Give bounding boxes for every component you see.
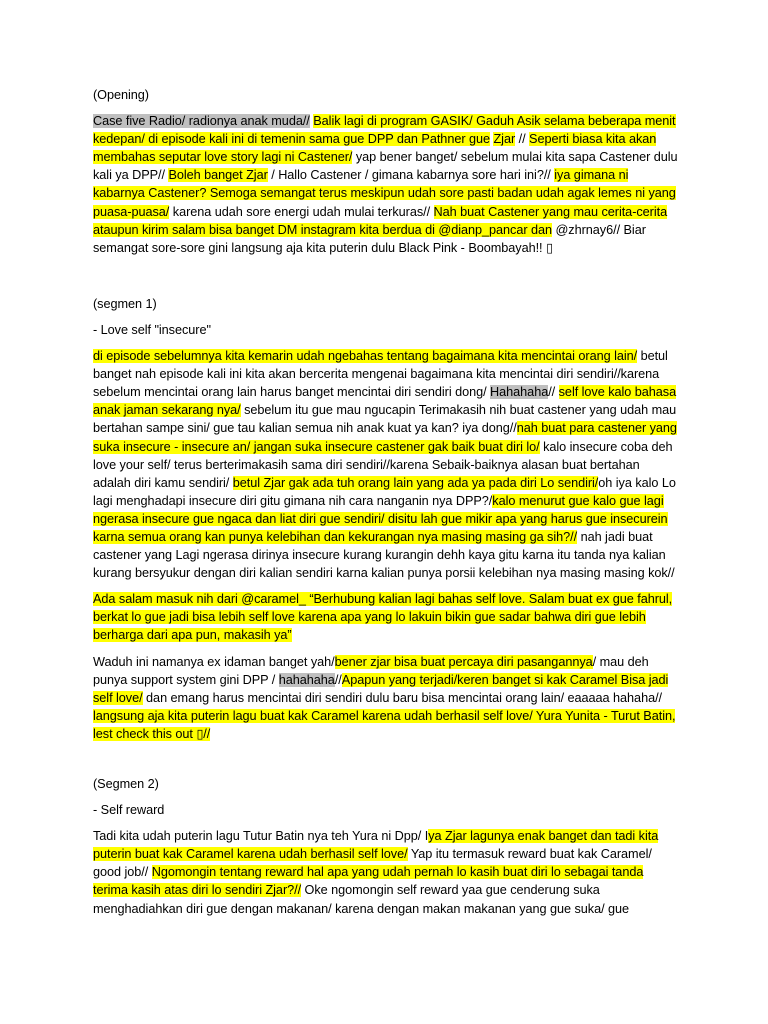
segment-2-heading	[93, 775, 680, 793]
highlighted-text: Nah buat Castener yang mau cerita-cerita ataupun kirim salam bisa banget DM instagram kita berdua di @dianp_pancar dan	[93, 204, 668, 237]
text-run: / Hallo Castener / gimana kabarnya sore hari ini?//	[267, 168, 555, 183]
text-run: - Self reward	[93, 803, 165, 818]
segment-1-closing	[93, 653, 680, 743]
highlighted-text: langsung aja kita puterin lagu buat kak Caramel karena udah berhasil self love/ Yura Yunita - Turut Batin, lest check this out ▯//	[93, 708, 676, 741]
opening-heading	[93, 86, 680, 104]
highlighted-text: Zjar	[493, 132, 516, 147]
text-run: karena udah sore energi udah mulai terkuras//	[169, 204, 434, 219]
text-run: @zhrnay6// Biar semangat sore-sore gini langsung aja kita puterin dulu Black Pink - Boombayah!! ▯	[93, 222, 646, 255]
highlighted-text: self love kalo bahasa anak jaman sekarang nya/	[93, 385, 677, 418]
text-run: //	[334, 672, 342, 687]
text-run: nah jadi buat castener yang Lagi ngerasa dirinya insecure kurang kurangin dehh kaya gitu karna itu tanda nya kalian kurang bersyukur dengan diri kalian sendiri karna kalian punya porsii kelebihan nya masing masing kok//	[93, 529, 675, 581]
opening-body	[93, 112, 680, 257]
segment-1-heading	[93, 295, 680, 313]
text-run: (Opening)	[93, 88, 149, 102]
highlighted-text: Seperti biasa kita akan membahas seputar love story lagi ni Castener/	[93, 132, 657, 165]
gray-highlighted-text: Hahahaha	[490, 385, 549, 400]
text-run: Tadi kita udah puterin lagu Tutur Batin nya teh Yura ni Dpp/ I	[93, 829, 429, 844]
text-run: (Segmen 2)	[93, 777, 159, 791]
segment-1-body	[93, 347, 680, 582]
text-run: //	[548, 385, 559, 400]
text-run: sebelum itu gue mau ngucapin Terimakasih nih buat castener yang udah mau bertahan sampe sini/ gue tau kalian semua nih anak kuat ya kan? iya dong//	[93, 403, 677, 436]
text-run: (segmen 1)	[93, 296, 157, 311]
highlighted-text: Boleh banget Zjar	[168, 168, 268, 183]
highlighted-text: iya gimana ni kabarnya Castener? Semoga semangat terus meskipun udah sore pasti badan udah agak lemes ni yang puasa-puasa/	[93, 168, 676, 219]
segment-1-listener-greeting	[93, 590, 680, 644]
text-run: - Love self "insecure"	[93, 322, 211, 337]
highlighted-text: Ada salam masuk nih dari @caramel_ “Berhubung kalian lagi bahas self love. Salam buat ex gue fahrul, berkat lo gue jadi bisa lebih self love karena apa yang lo lakuin bikin gue sadar bahwa diri gue lebih berharga dari apa pun, makasih ya”	[93, 592, 673, 643]
segment-1-topic	[93, 321, 680, 339]
segment-2-topic	[93, 801, 680, 819]
text-run: yap bener banget/ sebelum mulai kita sapa Castener dulu kali ya DPP//	[93, 150, 678, 183]
highlighted-text: kalo menurut gue kalo gue lagi ngerasa insecure gue ngaca dan liat diri gue sendiri/ disitu lah gue mikir apa yang harus gue insecurein karna semua orang kan punya kelebihan dan kekurangan nya masing masing ga sih?//	[93, 493, 668, 544]
highlighted-text: ya Zjar lagunya enak banget dan tadi kita puterin buat kak Caramel karena udah berhasil self love/	[93, 829, 659, 862]
highlighted-text: betul Zjar gak ada tuh orang lain yang ada ya pada diri Lo sendiri/	[232, 475, 599, 490]
text-run: / mau deh punya support system gini DPP /	[93, 654, 649, 687]
highlighted-text: Apapun yang terjadi/keren banget si kak Caramel Bisa jadi self love/	[93, 672, 669, 705]
gray-highlighted-text: Case five Radio/ radionya anak muda//	[93, 114, 310, 129]
highlighted-text: di episode sebelumnya kita kemarin udah ngebahas tentang bagaimana kita mencintai orang lain/	[93, 349, 638, 364]
text-run: Oke ngomongin self reward yaa gue cenderung suka menghadiahkan diri gue dengan makanan/ karena dengan makan makanan yang gue suka/ gue	[93, 883, 630, 916]
text-run: dan emang harus mencintai diri sendiri dulu baru bisa mencintai orang lain/ eaaaaa hahaha//	[142, 690, 663, 705]
text-run: Yap itu termasuk reward buat kak Caramel/ good job//	[93, 847, 652, 880]
highlighted-text: nah buat para castener yang suka insecure - insecure an/ jangan suka insecure castener gak baik buat diri lo/	[93, 421, 677, 454]
highlighted-text: Balik lagi di program GASIK/ Gaduh Asik selama beberapa menit kedepan/ di episode kali ini di temenin sama gue DPP dan Pathner gue	[93, 114, 676, 147]
gray-highlighted-text: hahahaha	[278, 672, 335, 687]
text-run: Waduh ini namanya ex idaman banget yah/	[93, 654, 335, 669]
segment-2-body	[93, 827, 680, 917]
text-run: //	[515, 132, 530, 147]
text-run: oh iya kalo Lo lagi menghadapi insecure diri gitu gimana nih cara nanganin nya DPP?/	[93, 475, 676, 508]
highlighted-text: bener zjar bisa buat percaya diri pasangannya	[334, 654, 593, 669]
highlighted-text: Ngomongin tentang reward hal apa yang udah pernah lo kasih buat diri lo sebagai tanda terima kasih atas diri lo sendiri Zjar?//	[93, 865, 644, 898]
text-run: kalo insecure coba deh love your self/ terus berterimakasih sama diri sendiri//karena Sebaik-baiknya alasan buat bertahan adalah diri kamu sendiri/	[93, 439, 673, 490]
text-run: betul banget nah episode kali ini kita akan bercerita mengenai bagaimana kita mencintai diri sendiri//karena sebelum mencintai orang lain harus banget mencintai diri sendiri dong/	[93, 349, 668, 400]
